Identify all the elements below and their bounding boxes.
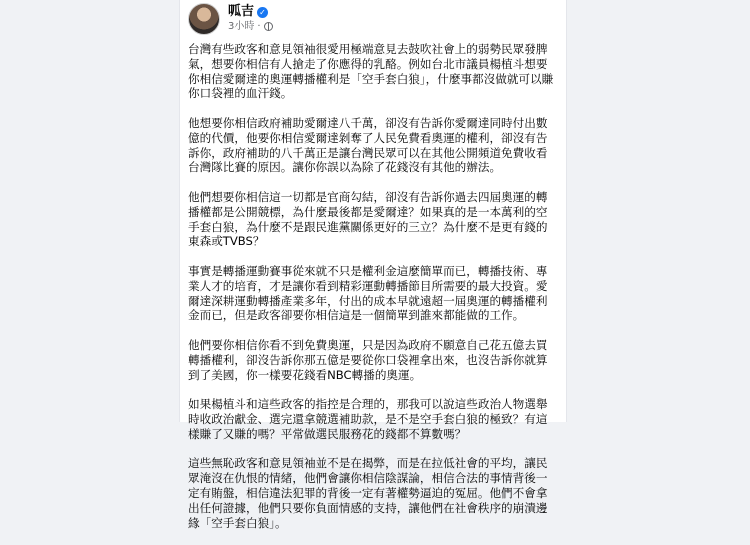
verified-badge-icon: ✓ [257,7,268,18]
globe-icon[interactable] [264,22,273,31]
post-paragraph: 台灣有些政客和意見領袖很愛用極端意見去鼓吹社會上的弱勢民眾發脾氣，想要你相信有人搶走了你應得的乳酪。例如台北市議員楊植斗想要你相信愛爾達的奧運轉播權利是「空手套白狼」，什麼事都沒做就可以賺你口袋裡的血汗錢。 [188,42,554,101]
author-avatar[interactable] [188,3,220,35]
author-name-row [228,4,268,20]
post-header [188,3,558,35]
post-paragraph: 這些無恥政客和意見領袖並不是在揭弊，而是在拉低社會的平均，讓民眾淹沒在仇恨的情緒，他們會讓你相信陰謀論，相信合法的事情背後一定有賄盤，相信違法犯罪的背後一定有著權勢逼迫的冤屈。他們不會拿出任何證據，他們只要你負面情感的支持，讓他們在社會秩序的崩潰邊緣「空手套白狼」。 [188,456,548,530]
post-timestamp[interactable]: 3小時 [228,21,255,32]
post-paragraph: 他們要你相信你看不到免費奧運，只是因為政府不願意自己花五億去買轉播權利，卻沒告訴你那五億是要從你口袋裡拿出來，也沒告訴你就算到了美國，你一樣要花錢看NBC轉播的奧運。 [188,337,548,382]
post-meta [228,20,273,33]
post-body [188,42,557,545]
post-paragraph: 如果楊植斗和這些政客的指控是合理的，那我可以說這些政治人物選舉時收政治獻金、選完還拿競選補助款，是不是空手套白狼的極致？有這樣賺了又賺的嗎？平常做選民服務花的錢都不算數嗎？ [188,397,548,441]
post-paragraph: 事實是轉播運動賽事從來就不只是權利金這麼簡單而已，轉播技術、專業人才的培育，才是讓你看到精彩運動轉播節目所需要的最大投資。愛爾達深耕運動轉播產業多年，付出的成本早就遠超一屆奧運的轉播權利金而已，但是政客卻要你相信這是一個簡單到誰來都能做的工作。 [188,263,548,323]
post-paragraph: 他想要你相信政府補助愛爾達八千萬，卻沒有告訴你愛爾達同時付出數億的代價，他要你相信愛爾達剝奪了人民免費看奧運的權利，卻沒有告訴你，政府補助的八千萬正是讓台灣民眾可以在其他公開頻道免費收看台灣隊比賽的原因。讓你你誤以為除了花錢沒有其他的辦法。 [188,115,548,175]
meta-separator: · [257,21,261,32]
author-name[interactable]: 呱吉 [228,4,255,19]
post-paragraph: 他們想要你相信這一切都是官商勾結，卻沒有告訴你過去四屆奧運的轉播權都是公開競標，為什麼最後都是愛爾達？如果真的是一本萬利的空手套白狼，為什麼不是跟民進黨關係更好的三立？為什麼不是更有錢的東森或TVBS？ [188,189,548,249]
facebook-post [179,0,567,530]
